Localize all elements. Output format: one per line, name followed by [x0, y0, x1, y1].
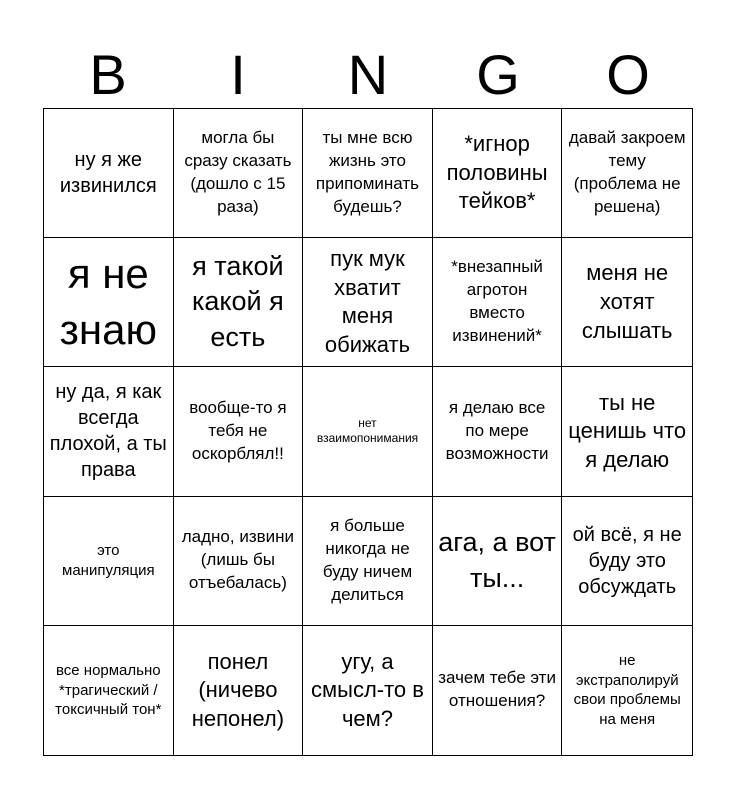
header-letter-i: I: [230, 43, 246, 106]
bingo-cell[interactable]: я такой какой я есть: [174, 238, 304, 367]
bingo-cell[interactable]: не экстраполируй свои проблемы на меня: [573, 652, 681, 728]
bingo-cell[interactable]: ладно, извини (лишь бы отъебалась): [174, 497, 304, 626]
bingo-cell[interactable]: пук мук хватит меня обижать: [303, 238, 433, 367]
bingo-board: [43, 108, 693, 756]
bingo-cell[interactable]: я больше никогда не буду ничем делиться: [303, 497, 433, 626]
header-letter-o: O: [606, 43, 650, 106]
header-letter-n: N: [347, 43, 389, 106]
bingo-cell[interactable]: угу, а смысл-то в чем?: [303, 626, 433, 755]
bingo-cell[interactable]: давай закроем тему (проблема не решена): [562, 109, 692, 238]
bingo-cell[interactable]: ты мне всю жизнь это припоминать будешь?: [303, 109, 433, 238]
bingo-cell[interactable]: зачем тебе эти отношения?: [433, 626, 563, 755]
header-letter-g: G: [476, 43, 520, 106]
bingo-cell[interactable]: *внезапный агротон вместо извинений*: [433, 238, 563, 367]
bingo-cell[interactable]: ты не ценишь что я делаю: [562, 367, 692, 496]
bingo-cell-free[interactable]: нет взаимопонимания: [303, 367, 433, 496]
bingo-cell[interactable]: *игнор половины тейков*: [433, 109, 563, 238]
bingo-cell[interactable]: ну я же извинился: [44, 109, 174, 238]
bingo-cell[interactable]: понел (ничево непонел): [174, 626, 304, 755]
bingo-header: [43, 42, 693, 108]
header-letter-b: B: [89, 43, 127, 106]
bingo-cell[interactable]: ага, а вот ты...: [433, 497, 563, 626]
bingo-cell[interactable]: я делаю все по мере возможности: [433, 367, 563, 496]
bingo-cell[interactable]: вообще-то я тебя не оскорблял!!: [174, 367, 304, 496]
bingo-cell[interactable]: ой всё, я не буду это обсуждать: [562, 497, 692, 626]
bingo-cell[interactable]: я не знаю: [44, 238, 174, 367]
bingo-cell[interactable]: все нормально *трагический / токсичный тон*: [44, 626, 174, 755]
bingo-cell[interactable]: ну да, я как всегда плохой, а ты права: [44, 367, 174, 496]
bingo-cell[interactable]: могла бы сразу сказать (дошло с 15 раза): [174, 109, 304, 238]
bingo-cell[interactable]: меня не хотят слышать: [562, 238, 692, 367]
bingo-cell[interactable]: это манипуляция: [44, 497, 174, 626]
